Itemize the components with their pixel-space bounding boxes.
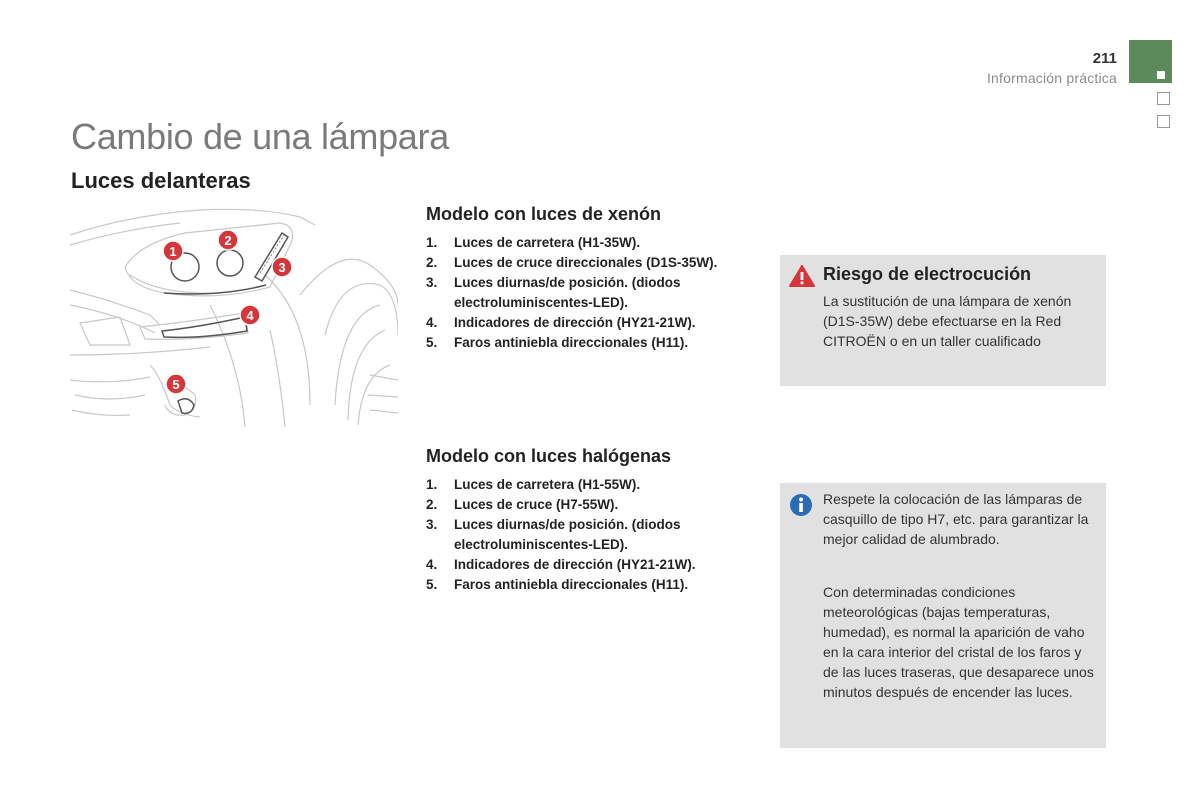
chapter-box-1[interactable]: [1157, 92, 1170, 105]
info-paragraph-2: Con determinadas condiciones meteorológicas (bajas temperaturas, humedad), es normal la aparición de vaho en la cara interior del cristal de los faros y de las luces traseras, que desaparece unos minutos después de encender las luces.: [823, 584, 1094, 700]
list-item: [426, 313, 756, 333]
xenon-section: [426, 204, 756, 353]
callout-3-label: 3: [278, 260, 286, 275]
info-note: [780, 483, 1106, 748]
callout-5-label: 5: [172, 377, 180, 392]
callout-4-label: 4: [246, 308, 254, 323]
section-heading: Luces delanteras: [71, 168, 251, 193]
chapter-marker: [1157, 71, 1165, 79]
item-number: 5.: [426, 577, 438, 592]
chapter-box-2[interactable]: [1157, 115, 1170, 128]
item-number: 4.: [426, 315, 438, 330]
item-text: Luces diurnas/de posición. (diodos electroluminiscentes-LED).: [454, 517, 681, 552]
list-item: [426, 333, 756, 353]
list-item: [426, 253, 756, 273]
headlamp-illustration: [70, 205, 398, 427]
list-item: [426, 233, 756, 253]
item-number: 5.: [426, 335, 438, 350]
item-number: 3.: [426, 275, 438, 290]
info-icon: [789, 493, 813, 517]
item-number: 1.: [426, 235, 438, 250]
item-number: 3.: [426, 517, 438, 532]
callout-1-label: 1: [169, 244, 177, 259]
item-text: Faros antiniebla direccionales (H11).: [454, 335, 689, 350]
item-number: 4.: [426, 557, 438, 572]
section-name: Información práctica: [986, 70, 1117, 86]
item-number: 1.: [426, 477, 438, 492]
list-item: [426, 515, 756, 555]
xenon-heading: Modelo con luces de xenón: [426, 204, 662, 224]
warning-title: Riesgo de electrocución: [823, 264, 1032, 284]
chapter-tab[interactable]: [1129, 40, 1172, 83]
item-text: Indicadores de dirección (HY21-21W).: [454, 315, 696, 330]
item-text: Luces de cruce direccionales (D1S-35W).: [454, 255, 718, 270]
item-text: Luces diurnas/de posición. (diodos electroluminiscentes-LED).: [454, 275, 681, 310]
list-item: [426, 273, 756, 313]
item-number: 2.: [426, 497, 438, 512]
item-text: Faros antiniebla direccionales (H11).: [454, 577, 689, 592]
page-title: Cambio de una lámpara: [71, 116, 449, 157]
list-item: [426, 575, 756, 595]
item-text: Indicadores de dirección (HY21-21W).: [454, 557, 696, 572]
list-item: [426, 495, 756, 515]
callout-2-label: 2: [224, 233, 232, 248]
halogen-section: [426, 446, 756, 595]
item-number: 2.: [426, 255, 438, 270]
halogen-lamp-list: [426, 475, 756, 595]
page-number: 211: [1092, 50, 1117, 67]
item-text: Luces de cruce (H7-55W).: [454, 497, 619, 512]
xenon-lamp-list: [426, 233, 756, 353]
item-text: Luces de carretera (H1-55W).: [454, 477, 641, 492]
warning-text: La sustitución de una lámpara de xenón (D1S-35W) debe efectuarse en la Red CITROËN o en un taller cualificado: [823, 293, 1072, 349]
list-item: [426, 475, 756, 495]
halogen-heading: Modelo con luces halógenas: [426, 446, 672, 466]
item-text: Luces de carretera (H1-35W).: [454, 235, 641, 250]
warning-note: [780, 255, 1106, 386]
list-item: [426, 555, 756, 575]
warning-icon: [789, 265, 815, 287]
info-paragraph-1: Respete la colocación de las lámparas de casquillo de tipo H7, etc. para garantizar la mejor calidad de alumbrado.: [823, 491, 1089, 547]
